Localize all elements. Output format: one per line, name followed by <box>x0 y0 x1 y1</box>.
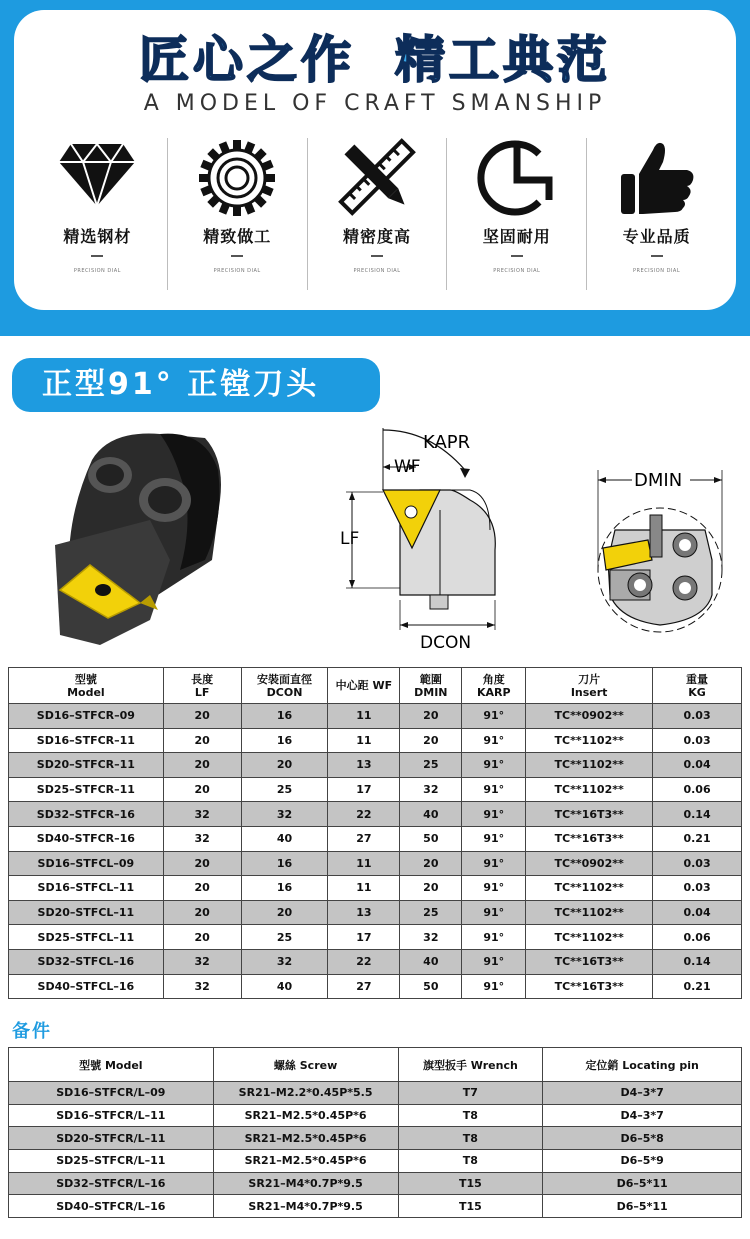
table-row <box>9 1150 742 1173</box>
table-row <box>9 1082 742 1105</box>
table-cell: T8 <box>398 1150 543 1173</box>
section-title: 正型91° 正镗刀头 <box>12 358 380 412</box>
table-cell: T7 <box>398 1082 543 1105</box>
feature-caption: PRECISION DIAL <box>213 268 261 274</box>
table-cell: 27 <box>328 974 400 999</box>
gear-icon <box>197 138 277 218</box>
header-wf: 中心距 WF <box>328 668 400 704</box>
table-cell: SD16–STFCR–09 <box>9 704 164 729</box>
table-cell: SR21–M2.5*0.45P*6 <box>213 1150 398 1173</box>
table-cell: 91° <box>462 974 526 999</box>
table-cell: 91° <box>462 753 526 778</box>
table-cell: 20 <box>241 900 328 925</box>
feature-item <box>28 138 168 290</box>
table-cell: 91° <box>462 777 526 802</box>
header-model: 型號 Model <box>9 1048 214 1082</box>
feature-label: 精选钢材 <box>63 227 132 246</box>
table-cell: 16 <box>241 851 328 876</box>
table-cell: SD16–STFCR/L–09 <box>9 1082 214 1105</box>
header-dmin: 範圍 DMIN <box>400 668 462 704</box>
table-cell: SD40–STFCL–16 <box>9 974 164 999</box>
cs-logo-icon <box>477 138 557 218</box>
table-cell: 32 <box>400 777 462 802</box>
table-row <box>9 1127 742 1150</box>
table-row <box>9 851 742 876</box>
table-cell: SD16–STFCL–11 <box>9 876 164 901</box>
table-cell: 13 <box>328 753 400 778</box>
wf-label: WF <box>394 457 421 477</box>
table-cell: 22 <box>328 949 400 974</box>
table-cell: TC**1102** <box>526 753 653 778</box>
table-cell: D6–5*8 <box>543 1127 742 1150</box>
table-row <box>9 1195 742 1218</box>
header-lf: 長度 LF <box>163 668 241 704</box>
table-cell: SR21–M4*0.7P*9.5 <box>213 1172 398 1195</box>
feature-list <box>28 138 726 290</box>
table-row <box>9 777 742 802</box>
feature-label: 精密度高 <box>342 227 411 246</box>
product-drawings <box>0 420 750 665</box>
table-cell: 91° <box>462 802 526 827</box>
diamond-icon <box>57 138 137 210</box>
table-cell: 0.06 <box>653 925 742 950</box>
table-cell: 40 <box>400 802 462 827</box>
product-photo <box>55 434 221 645</box>
table-cell: 20 <box>163 876 241 901</box>
banner <box>0 0 750 336</box>
feature-divider <box>231 255 243 257</box>
table-cell: TC**0902** <box>526 851 653 876</box>
table-cell: 17 <box>328 777 400 802</box>
table-cell: TC**1102** <box>526 876 653 901</box>
header-karp: 角度 KARP <box>462 668 526 704</box>
table-cell: TC**0902** <box>526 704 653 729</box>
table-cell: 0.14 <box>653 802 742 827</box>
table-cell: T15 <box>398 1195 543 1218</box>
ruler-pencil-icon <box>337 138 417 216</box>
table-cell: 25 <box>241 777 328 802</box>
table-cell: SD16–STFCR/L–11 <box>9 1104 214 1127</box>
table-header-row <box>9 1048 742 1082</box>
feature-divider <box>511 255 523 257</box>
table-cell: 22 <box>328 802 400 827</box>
banner-title <box>0 20 750 92</box>
table-cell: D4–3*7 <box>543 1082 742 1105</box>
table-cell: 16 <box>241 704 328 729</box>
table-cell: 0.03 <box>653 851 742 876</box>
end-view-drawing <box>598 470 722 632</box>
table-cell: 0.03 <box>653 704 742 729</box>
table-cell: 20 <box>400 704 462 729</box>
table-cell: TC**1102** <box>526 728 653 753</box>
parts-label: 备件 <box>12 1021 52 1042</box>
table-row <box>9 876 742 901</box>
header-locating-pin: 定位銷 Locating pin <box>543 1048 742 1082</box>
table-cell: 91° <box>462 826 526 851</box>
table-cell: 91° <box>462 876 526 901</box>
feature-label: 专业品质 <box>622 227 691 246</box>
feature-label: 坚固耐用 <box>482 227 551 246</box>
table-cell: 11 <box>328 851 400 876</box>
table-cell: 0.03 <box>653 728 742 753</box>
table-cell: SD20–STFCR/L–11 <box>9 1127 214 1150</box>
table-cell: 91° <box>462 925 526 950</box>
feature-caption: PRECISION DIAL <box>633 268 681 274</box>
table-cell: 32 <box>163 974 241 999</box>
table-cell: 27 <box>328 826 400 851</box>
table-cell: 50 <box>400 974 462 999</box>
table-cell: 0.21 <box>653 826 742 851</box>
table-cell: 32 <box>241 949 328 974</box>
table-cell: 32 <box>400 925 462 950</box>
table-cell: SR21–M2.5*0.45P*6 <box>213 1104 398 1127</box>
table-row <box>9 925 742 950</box>
table-cell: 20 <box>163 900 241 925</box>
table-cell: 0.21 <box>653 974 742 999</box>
table-row <box>9 974 742 999</box>
table-cell: 20 <box>163 925 241 950</box>
table-cell: TC**16T3** <box>526 949 653 974</box>
table-cell: TC**16T3** <box>526 974 653 999</box>
table-cell: SD16–STFCR–11 <box>9 728 164 753</box>
kapr-label: KAPR <box>423 432 471 453</box>
table-cell: 11 <box>328 728 400 753</box>
banner-subtitle: A MODEL OF CRAFT SMANSHIP <box>143 91 607 116</box>
table-cell: TC**1102** <box>526 777 653 802</box>
table-row <box>9 826 742 851</box>
table-cell: SD25–STFCR–11 <box>9 777 164 802</box>
table-cell: SD20–STFCR–11 <box>9 753 164 778</box>
table-row <box>9 802 742 827</box>
table-cell: 40 <box>241 826 328 851</box>
table-cell: 32 <box>163 802 241 827</box>
spec-table <box>8 667 742 999</box>
table-cell: 0.04 <box>653 753 742 778</box>
feature-caption: PRECISION DIAL <box>353 268 401 274</box>
feature-divider <box>651 255 663 257</box>
banner-title-right: 精工典范 <box>395 31 611 89</box>
table-header-row <box>9 668 742 704</box>
table-cell: T8 <box>398 1127 543 1150</box>
table-cell: SD40–STFCR/L–16 <box>9 1195 214 1218</box>
table-cell: 40 <box>400 949 462 974</box>
feature-divider <box>91 255 103 257</box>
table-cell: 20 <box>400 728 462 753</box>
table-cell: 20 <box>163 777 241 802</box>
table-cell: 11 <box>328 876 400 901</box>
dcon-label: DCON <box>420 633 472 653</box>
feature-caption: PRECISION DIAL <box>493 268 541 274</box>
header-model: 型號 Model <box>9 668 164 704</box>
table-cell: 91° <box>462 704 526 729</box>
header-kg: 重量 KG <box>653 668 742 704</box>
table-cell: SD32–STFCR/L–16 <box>9 1172 214 1195</box>
table-cell: 0.14 <box>653 949 742 974</box>
table-cell: TC**1102** <box>526 900 653 925</box>
table-cell: 32 <box>241 802 328 827</box>
table-cell: SR21–M2.2*0.45P*5.5 <box>213 1082 398 1105</box>
table-cell: T15 <box>398 1172 543 1195</box>
table-cell: 40 <box>241 974 328 999</box>
table-cell: 20 <box>241 753 328 778</box>
feature-item <box>308 138 448 290</box>
table-cell: SR21–M2.5*0.45P*6 <box>213 1127 398 1150</box>
table-row <box>9 728 742 753</box>
table-cell: TC**1102** <box>526 925 653 950</box>
table-cell: TC**16T3** <box>526 802 653 827</box>
table-cell: SD16–STFCL–09 <box>9 851 164 876</box>
table-cell: 20 <box>400 851 462 876</box>
table-cell: 20 <box>400 876 462 901</box>
table-cell: 25 <box>400 900 462 925</box>
feature-item <box>168 138 308 290</box>
table-cell: 0.06 <box>653 777 742 802</box>
table-cell: 91° <box>462 851 526 876</box>
table-cell: SD40–STFCR–16 <box>9 826 164 851</box>
table-cell: 16 <box>241 876 328 901</box>
feature-label: 精致做工 <box>203 227 272 246</box>
table-cell: D6–5*11 <box>543 1195 742 1218</box>
table-cell: 32 <box>163 949 241 974</box>
header-wrench: 旗型扳手 Wrench <box>398 1048 543 1082</box>
dmin-label: DMIN <box>634 470 683 491</box>
table-cell: 91° <box>462 728 526 753</box>
table-cell: 17 <box>328 925 400 950</box>
table-row <box>9 900 742 925</box>
header-insert: 刀片 Insert <box>526 668 653 704</box>
table-cell: 20 <box>163 753 241 778</box>
table-cell: 0.03 <box>653 876 742 901</box>
header-dcon: 安裝面直徑 DCON <box>241 668 328 704</box>
table-cell: T8 <box>398 1104 543 1127</box>
table-row <box>9 753 742 778</box>
table-cell: SD20–STFCL–11 <box>9 900 164 925</box>
table-cell: SD25–STFCR/L–11 <box>9 1150 214 1173</box>
table-cell: 25 <box>241 925 328 950</box>
table-cell: 16 <box>241 728 328 753</box>
table-row <box>9 1172 742 1195</box>
table-cell: TC**16T3** <box>526 826 653 851</box>
table-cell: D4–3*7 <box>543 1104 742 1127</box>
side-drawing <box>340 428 495 653</box>
table-cell: 91° <box>462 900 526 925</box>
table-cell: SD32–STFCR–16 <box>9 802 164 827</box>
table-cell: 13 <box>328 900 400 925</box>
feature-item <box>587 138 726 290</box>
header-screw: 螺絲 Screw <box>213 1048 398 1082</box>
table-cell: 20 <box>163 851 241 876</box>
table-cell: D6–5*11 <box>543 1172 742 1195</box>
table-cell: 91° <box>462 949 526 974</box>
table-cell: SR21–M4*0.7P*9.5 <box>213 1195 398 1218</box>
lf-label: LF <box>340 529 360 549</box>
table-row <box>9 704 742 729</box>
table-cell: SD25–STFCL–11 <box>9 925 164 950</box>
table-cell: 20 <box>163 704 241 729</box>
table-cell: SD32–STFCL–16 <box>9 949 164 974</box>
table-cell: 32 <box>163 826 241 851</box>
table-row <box>9 949 742 974</box>
feature-item <box>447 138 587 290</box>
table-row <box>9 1104 742 1127</box>
thumbs-up-icon <box>617 138 697 218</box>
table-cell: D6–5*9 <box>543 1150 742 1173</box>
feature-divider <box>371 255 383 257</box>
parts-table <box>8 1047 742 1218</box>
feature-caption: PRECISION DIAL <box>73 268 121 274</box>
table-cell: 0.04 <box>653 900 742 925</box>
table-cell: 11 <box>328 704 400 729</box>
table-cell: 25 <box>400 753 462 778</box>
table-cell: 20 <box>163 728 241 753</box>
table-cell: 50 <box>400 826 462 851</box>
banner-title-left: 匠心之作 <box>139 31 355 89</box>
